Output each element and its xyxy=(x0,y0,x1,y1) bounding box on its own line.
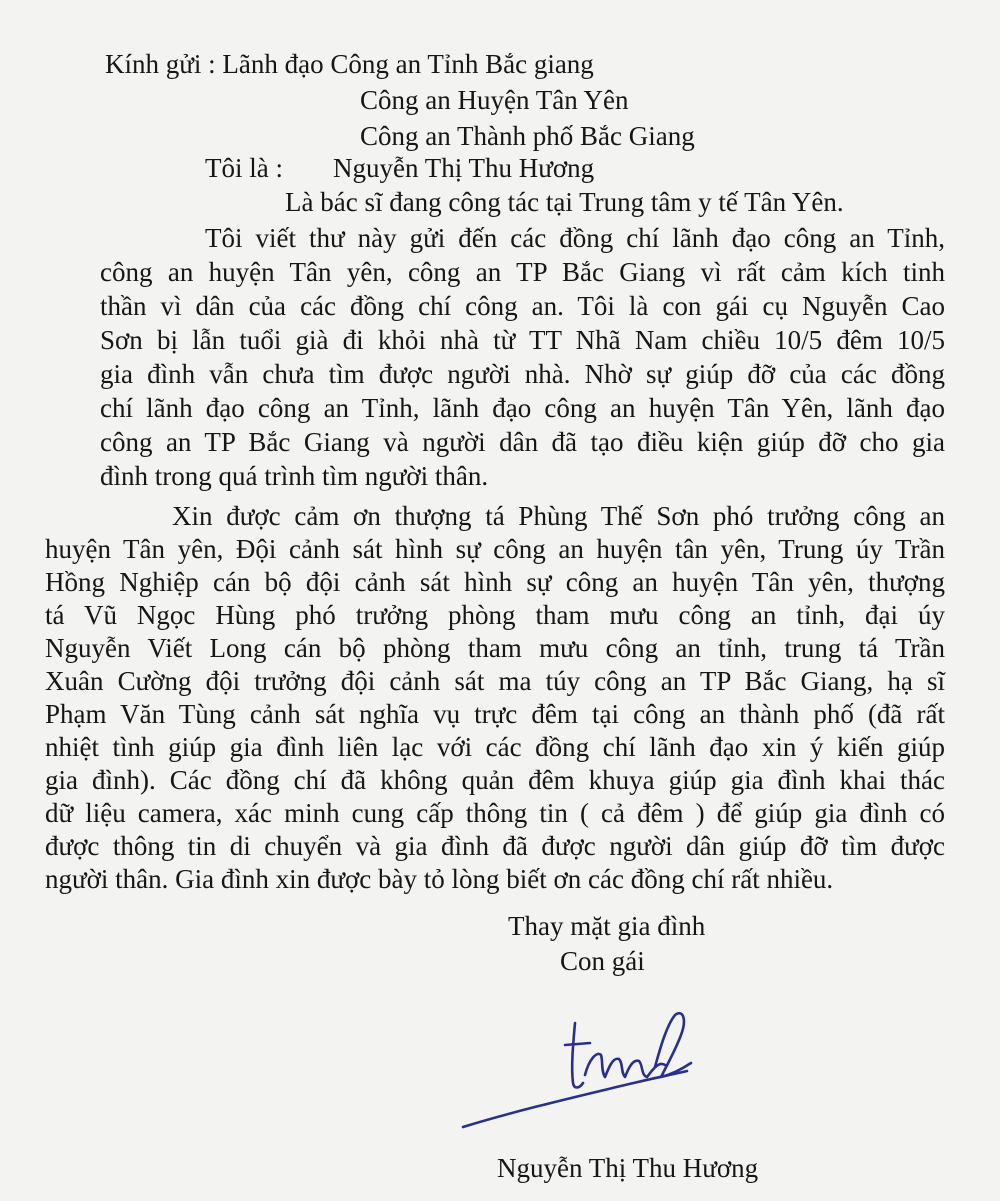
paragraph-2-line-7: Phạm Văn Tùng cảnh sát nghĩa vụ trực đêm tại công an thành phố (đã rất xyxy=(45,699,945,729)
recipient-line-2: Công an Huyện Tân Yên xyxy=(360,85,629,115)
paragraph-2-line-5: Nguyễn Viết Long cán bộ phòng tham mưu công an tỉnh, trung tá Trần xyxy=(45,633,945,663)
paragraph-2-line-8: nhiệt tình giúp gia đình liên lạc với các đồng chí lãnh đạo xin ý kiến giúp xyxy=(45,732,945,762)
paragraph-1-line-5: gia đình vẫn chưa tìm được người nhà. Nhờ sự giúp đỡ của các đồng xyxy=(100,359,945,389)
paragraph-2-line-10: dữ liệu camera, xác minh cung cấp thông tin ( cả đêm ) để giúp gia đình có xyxy=(45,798,945,828)
recipient-line-3: Công an Thành phố Bắc Giang xyxy=(360,121,695,151)
paragraph-1-line-7: công an TP Bắc Giang và người dân đã tạo điều kiện giúp đỡ cho gia xyxy=(100,427,945,457)
signer-name: Nguyễn Thị Thu Hương xyxy=(497,1153,759,1183)
paragraph-1-line-8: đình trong quá trình tìm người thân. xyxy=(100,461,489,491)
intro-name: Nguyễn Thị Thu Hương xyxy=(333,153,595,183)
paragraph-2-line-1: Xin được cảm ơn thượng tá Phùng Thế Sơn phó trưởng công an xyxy=(172,501,945,531)
paragraph-2-line-9: gia đình). Các đồng chí đã không quản đêm khuya giúp gia đình khai thác xyxy=(45,765,945,795)
paragraph-1-line-2: công an huyện Tân yên, công an TP Bắc Giang vì rất cảm kích tinh xyxy=(100,257,945,287)
paragraph-1-line-3: thần vì dân của các đồng chí công an. Tôi là con gái cụ Nguyễn Cao xyxy=(100,291,945,321)
paragraph-1-line-1: Tôi viết thư này gửi đến các đồng chí lãnh đạo công an Tỉnh, xyxy=(205,223,945,253)
paragraph-2-line-3: Hồng Nghiệp cán bộ đội cảnh sát hình sự công an huyện Tân yên, thượng xyxy=(45,567,945,597)
paragraph-2-line-6: Xuân Cường đội trưởng đội cảnh sát ma túy công an TP Bắc Giang, hạ sĩ xyxy=(45,666,945,696)
paragraph-1-line-4: Sơn bị lẫn tuổi già đi khỏi nhà từ TT Nhã Nam chiều 10/5 đêm 10/5 xyxy=(100,325,945,355)
paragraph-2-line-11: được thông tin di chuyển và gia đình đã được người dân giúp đỡ tìm được xyxy=(45,831,945,861)
salutation: Kính gửi : Lãnh đạo Công an Tỉnh Bắc giang xyxy=(105,49,594,79)
intro-role: Là bác sĩ đang công tác tại Trung tâm y tế Tân Yên. xyxy=(285,187,844,217)
paragraph-2-line-4: tá Vũ Ngọc Hùng phó trưởng phòng tham mưu công an tỉnh, đại úy xyxy=(45,600,945,630)
paragraph-2-line-12: người thân. Gia đình xin được bày tỏ lòng biết ơn các đồng chí rất nhiều. xyxy=(45,864,834,894)
signature-strokes xyxy=(463,1013,691,1127)
handwritten-signature xyxy=(455,1005,695,1145)
paragraph-1-line-6: chí lãnh đạo công an Tỉnh, lãnh đạo công an huyện Tân Yên, lãnh đạo xyxy=(100,393,945,423)
closing-relation: Con gái xyxy=(560,946,645,976)
paragraph-2-line-2: huyện Tân yên, Đội cảnh sát hình sự công an huyện tân yên, Trung úy Trần xyxy=(45,534,945,564)
closing-on-behalf: Thay mặt gia đình xyxy=(508,911,706,941)
intro-label: Tôi là : xyxy=(205,153,283,183)
